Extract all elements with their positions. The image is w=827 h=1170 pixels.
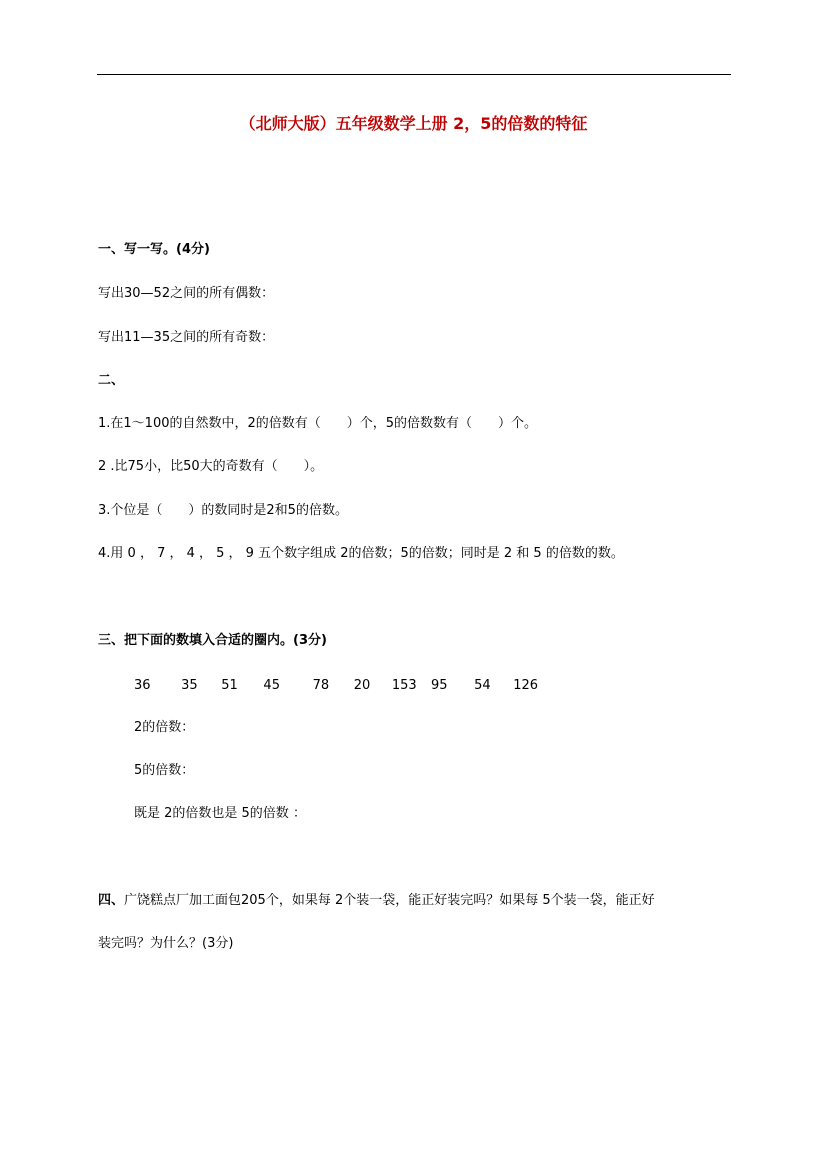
number-item: 51 xyxy=(221,678,238,693)
section4-line-2: 装完吗？为什么？(3分) xyxy=(98,936,234,951)
section2-heading: 二、 xyxy=(98,373,125,388)
number-item: 126 xyxy=(513,678,539,693)
section4-heading: 四、 xyxy=(98,893,125,908)
multiples-of-both-label: 既是 2的倍数也是 5的倍数 ： xyxy=(134,806,306,821)
number-item: 36 xyxy=(134,678,151,693)
number-item: 54 xyxy=(474,678,491,693)
section1-question-1: 写出30—52之间的所有偶数： xyxy=(98,286,275,301)
number-item: 95 xyxy=(430,678,448,693)
number-list xyxy=(134,677,538,695)
section1-question-2: 写出11—35之间的所有奇数： xyxy=(98,330,275,345)
multiples-of-5-label: 5的倍数： xyxy=(134,763,195,778)
number-item: 153 xyxy=(391,678,417,693)
number-item: 35 xyxy=(181,678,198,693)
section4-line-1: 广饶糕点厂加工面包205个，如果每 2个装一袋，能正好装完吗？如果每 5个装一袋，能正好 xyxy=(124,893,655,908)
section2-question-4: 4.用 0 ， 7 ， 4 ， 5 ， 9 五个数字组成 2的倍数；5的倍数；同时是 2 和 5 的倍数的数。 xyxy=(98,546,624,561)
section3-heading: 三、把下面的数填入合适的圈内。(3分) xyxy=(98,633,327,648)
section2-question-3: 3.个位是（ ）的数同时是2和5的倍数。 xyxy=(98,503,348,518)
header-rule xyxy=(97,74,731,75)
section2-question-1: 1.在1～100的自然数中，2的倍数有（ ）个，5的倍数数有（ ）个。 xyxy=(98,416,538,431)
number-item: 78 xyxy=(312,678,330,693)
section1-heading: 一、写一写。(4分) xyxy=(98,242,210,257)
number-item: 20 xyxy=(353,678,371,693)
section4-question xyxy=(98,892,655,910)
number-item: 45 xyxy=(263,678,280,693)
page-title: （北师大版）五年级数学上册 2，5的倍数的特征 xyxy=(239,114,588,133)
multiples-of-2-label: 2的倍数： xyxy=(134,720,195,735)
section2-question-2: 2 .比75小，比50大的奇数有（ ）。 xyxy=(98,459,324,474)
